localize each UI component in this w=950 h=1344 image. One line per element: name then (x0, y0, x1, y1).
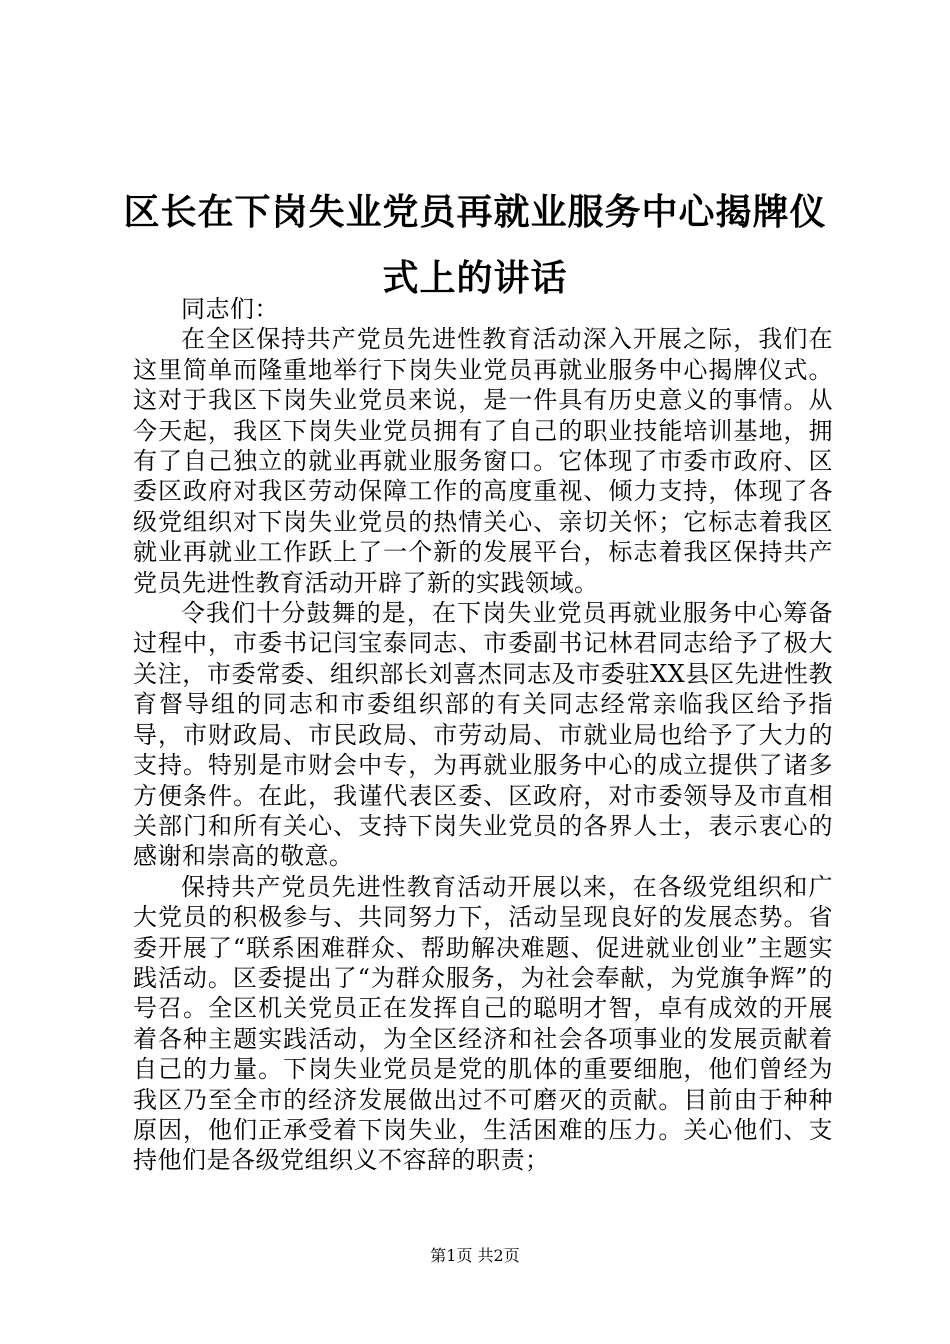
document-title: 区长在下岗失业党员再就业服务中心揭牌仪式上的讲话 (123, 191, 827, 300)
paragraph-1: 在全区保持共产党员先进性教育活动深入开展之际，我们在这里简单而隆重地举行下岗失业党员再就业服务中心揭牌仪式。这对于我区下岗失业党员来说，是一件具有历史意义的事情。从今天起，我区下岗失业党员拥有了自己的职业技能培训基地，拥有了自己独立的就业再就业服务窗口。它体现了市委市政府、区委区政府对我区劳动保障工作的高度重视、倾力支持，体现了各级党组织对下岗失业党员的热情关心、亲切关怀；它标志着我区就业再就业工作跃上了一个新的发展平台，标志着我区保持共产党员先进性教育活动开辟了新的实践领域。 (133, 325, 833, 597)
paragraph-3: 保持共产党员先进性教育活动开展以来，在各级党组织和广大党员的积极参与、共同努力下，活动呈现良好的发展态势。省委开展了“联系困难群众、帮助解决难题、促进就业创业”主题实践活动。区委提出了“为群众服务，为社会奉献，为党旗争辉”的号召。全区机关党员正在发挥自己的聪明才智，卓有成效的开展着各种主题实践活动，为全区经济和社会各项事业的发展贡献着自己的力量。下岗失业党员是党的肌体的重要细胞，他们曾经为我区乃至全市的经济发展做出过不可磨灭的贡献。目前由于种种原因，他们正承受着下岗失业，生活困难的压力。关心他们、支持他们是各级党组织义不容辞的职责； (133, 872, 833, 1175)
document-body (133, 294, 833, 1176)
salutation: 同志们： (181, 295, 279, 323)
paragraph-2: 令我们十分鼓舞的是，在下岗失业党员再就业服务中心筹备过程中，市委书记闫宝泰同志、市委副书记林君同志给予了极大关注，市委常委、组织部长刘喜杰同志及市委驻XX县区先进性教育督导组的同志和市委组织部的有关同志经常亲临我区给予指导，市财政局、市民政局、市劳动局、市就业局也给予了大力的支持。特别是市财会中专，为再就业服务中心的成立提供了诸多方便条件。在此，我谨代表区委、区政府，对市委领导及市直相关部门和所有关心、支持下岗失业党员的各界人士，表示衷心的感谢和崇高的敬意。 (133, 599, 833, 871)
page-number-footer: 第1页 共2页 (430, 1246, 520, 1265)
